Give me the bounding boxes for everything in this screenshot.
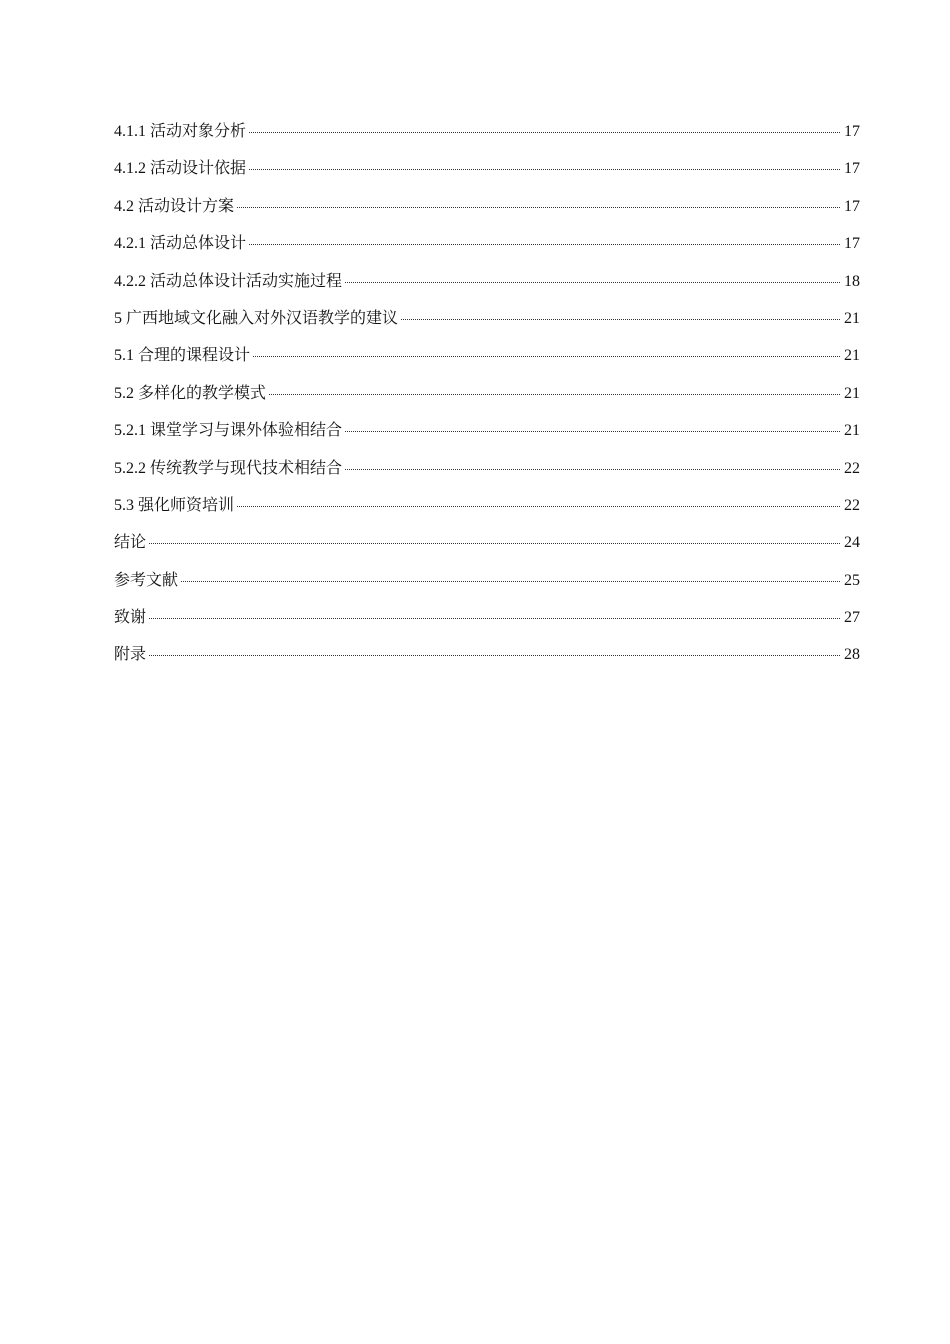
toc-entry-page: 22	[844, 496, 860, 514]
toc-entry[interactable]	[114, 642, 860, 679]
toc-entry[interactable]	[114, 269, 860, 306]
dot-leader	[237, 206, 840, 208]
toc-entry-page: 21	[844, 384, 860, 402]
toc-entry[interactable]	[114, 381, 860, 418]
dot-leader	[149, 542, 840, 544]
toc-entry[interactable]	[114, 605, 860, 642]
toc-entry-page: 17	[844, 235, 860, 253]
toc-entry-title: 5.3 强化师资培训	[114, 496, 235, 514]
toc-entry-title: 4.2.1 活动总体设计	[114, 235, 247, 253]
toc-entry-title: 4.1.2 活动设计依据	[114, 160, 247, 178]
dot-leader	[237, 505, 840, 507]
dot-leader	[345, 281, 840, 283]
toc-entry[interactable]	[114, 568, 860, 605]
toc-entry-page: 17	[844, 123, 860, 140]
toc-entry[interactable]	[114, 119, 860, 156]
toc-entry[interactable]	[114, 530, 860, 567]
toc-entry-page: 21	[844, 309, 860, 327]
toc-entry-page: 24	[844, 534, 860, 552]
dot-leader	[253, 355, 840, 357]
toc-entry-title: 附录	[114, 646, 147, 664]
dot-leader	[345, 468, 840, 470]
toc-entry-title: 结论	[114, 534, 147, 552]
toc-entry-page: 18	[844, 272, 860, 290]
toc-entry-title: 参考文献	[114, 571, 179, 589]
toc-entry-page: 22	[844, 459, 860, 477]
dot-leader	[249, 168, 840, 170]
toc-entry-title: 5 广西地域文化融入对外汉语教学的建议	[114, 309, 399, 327]
toc-entry-title: 5.2 多样化的教学模式	[114, 384, 267, 402]
toc-entry-page: 25	[844, 571, 860, 589]
toc-entry-title: 4.1.1 活动对象分析	[114, 123, 247, 140]
toc-entry[interactable]	[114, 306, 860, 343]
dot-leader	[401, 318, 840, 320]
dot-leader	[149, 617, 840, 619]
dot-leader	[249, 131, 840, 133]
dot-leader	[269, 393, 840, 395]
table-of-contents	[114, 119, 860, 680]
toc-entry-page: 21	[844, 347, 860, 365]
toc-entry-title: 5.2.1 课堂学习与课外体验相结合	[114, 422, 343, 440]
toc-entry-page: 21	[844, 422, 860, 440]
dot-leader	[345, 430, 840, 432]
toc-entry-page: 27	[844, 609, 860, 627]
toc-entry[interactable]	[114, 194, 860, 231]
toc-entry-page: 17	[844, 197, 860, 215]
toc-entry-title: 5.1 合理的课程设计	[114, 347, 251, 365]
dot-leader	[249, 243, 840, 245]
toc-entry[interactable]	[114, 156, 860, 193]
toc-entry-page: 17	[844, 160, 860, 178]
toc-entry-title: 5.2.2 传统教学与现代技术相结合	[114, 459, 343, 477]
toc-entry[interactable]	[114, 456, 860, 493]
toc-entry[interactable]	[114, 493, 860, 530]
toc-entry[interactable]	[114, 418, 860, 455]
toc-entry-title: 致谢	[114, 609, 147, 627]
dot-leader	[149, 654, 840, 656]
toc-entry-page: 28	[844, 646, 860, 664]
toc-entry[interactable]	[114, 343, 860, 380]
dot-leader	[181, 580, 840, 582]
toc-entry-title: 4.2 活动设计方案	[114, 197, 235, 215]
toc-entry-title: 4.2.2 活动总体设计活动实施过程	[114, 272, 343, 290]
toc-entry[interactable]	[114, 231, 860, 268]
